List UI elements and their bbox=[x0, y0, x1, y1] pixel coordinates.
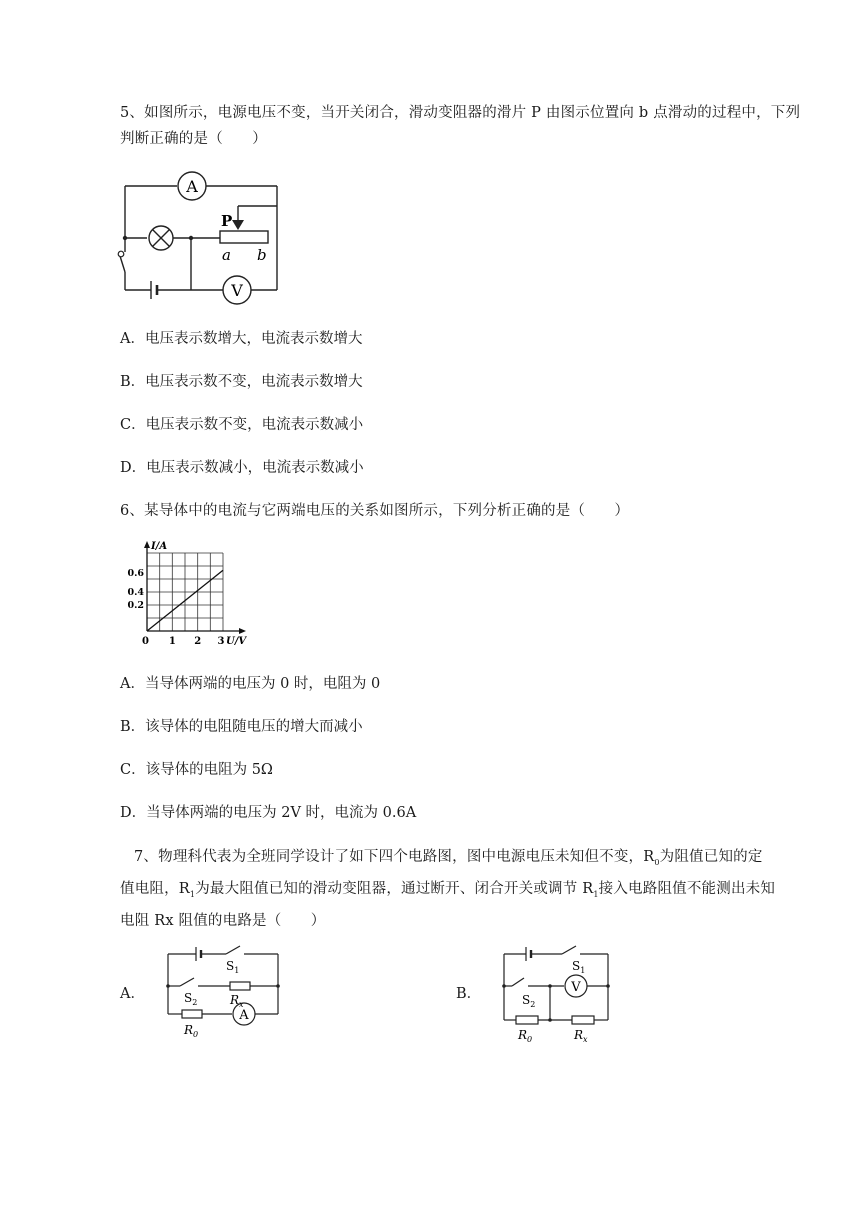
y-tick-0.2: 0.2 bbox=[127, 600, 144, 611]
y-axis-label: I/A bbox=[151, 541, 168, 552]
svg-text:S2: $S_2$ bbox=[522, 993, 536, 1009]
question-6-text: 6、某导体中的电流与它两端电压的关系如图所示，下列分析正确的是（ ） bbox=[120, 503, 630, 519]
question-6-option-d[interactable]: D．当导体两端的电压为 2V 时，电流为 0.6A bbox=[120, 805, 417, 821]
question-7-option-a[interactable]: A． bbox=[120, 986, 145, 1002]
voltmeter-label: V bbox=[571, 980, 581, 995]
svg-text:R0: $R_0$ bbox=[184, 1023, 199, 1039]
svg-text:S1: $S_1$ bbox=[226, 959, 240, 975]
voltmeter-label: V bbox=[231, 281, 243, 300]
question-6-option-c[interactable]: C．该导体的电阻为 5Ω bbox=[120, 762, 273, 778]
svg-text:Rx: $R_x$ bbox=[230, 993, 244, 1009]
y-tick-0.4: 0.4 bbox=[127, 587, 144, 598]
x-tick-3: 3 bbox=[217, 636, 225, 647]
x-tick-1: 1 bbox=[168, 636, 176, 647]
svg-text:S1: $S_1$ bbox=[572, 959, 586, 975]
question-6-iu-graph bbox=[125, 540, 255, 652]
question-7-circuit-b bbox=[496, 938, 616, 1044]
question-5-circuit-diagram bbox=[115, 168, 295, 308]
question-5-option-c[interactable]: C．电压表示数不变，电流表示数减小 bbox=[120, 417, 364, 433]
origin-label: 0 bbox=[142, 636, 149, 647]
question-5-option-b[interactable]: B．电压表示数不变，电流表示数增大 bbox=[120, 374, 363, 390]
end-a-label: a bbox=[222, 246, 231, 264]
x-tick-2: 2 bbox=[194, 636, 202, 647]
svg-text:Rx: $R_x$ bbox=[574, 1028, 588, 1044]
question-6-option-a[interactable]: A．当导体两端的电压为 0 时，电阻为 0 bbox=[120, 676, 381, 692]
question-7-text: 7、物理科代表为全班同学设计了如下四个电路图，图中电源电压未知但不变，$R_0$为阻值已知的定 值电阻，$R_1$为最大阻值已知的滑动变阻器，通过断开、闭合开关或调节 $R_1$接入电路阻值不能测出未知 电阻 Rx 阻值的电路是（ ） bbox=[120, 849, 776, 929]
question-7-circuit-a bbox=[160, 938, 286, 1044]
ammeter-label: A bbox=[186, 177, 198, 196]
x-axis-label: U/V bbox=[226, 636, 247, 647]
question-5-text: 5、如图所示，电源电压不变，当开关闭合，滑动变阻器的滑片 P 由图示位置向 b 点滑动的过程中，下列判断正确的是（ ） bbox=[120, 105, 801, 147]
y-tick-0.6: 0.6 bbox=[127, 568, 144, 579]
end-b-label: b bbox=[257, 246, 267, 264]
svg-text:R0: $R_0$ bbox=[518, 1028, 533, 1044]
slider-label: P bbox=[221, 212, 233, 230]
ammeter-label: A bbox=[239, 1008, 249, 1023]
question-6-option-b[interactable]: B．该导体的电阻随电压的增大而减小 bbox=[120, 719, 363, 735]
question-5-option-a[interactable]: A．电压表示数增大，电流表示数增大 bbox=[120, 331, 363, 347]
question-7-option-b[interactable]: B． bbox=[456, 986, 482, 1002]
svg-text:S2: $S_2$ bbox=[184, 991, 198, 1007]
question-5-option-d[interactable]: D．电压表示数减小，电流表示数减小 bbox=[120, 460, 364, 476]
